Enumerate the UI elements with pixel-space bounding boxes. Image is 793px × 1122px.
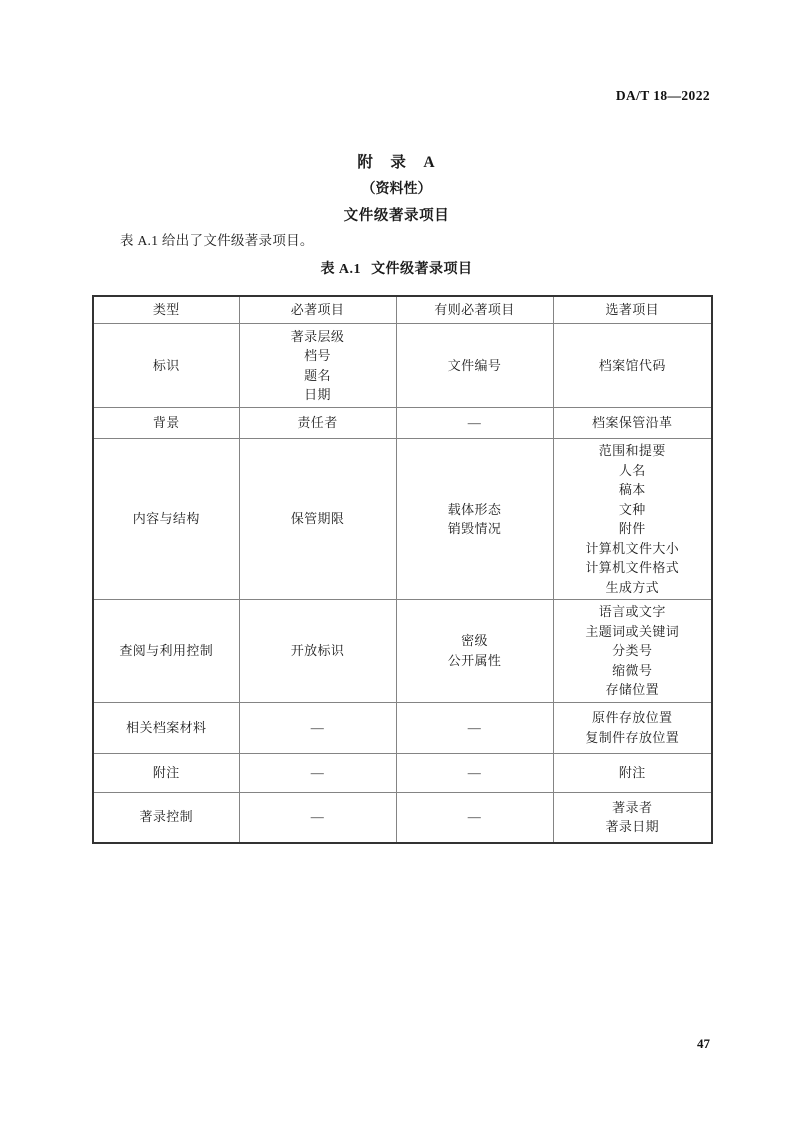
cell-line: 分类号 (612, 643, 653, 658)
cell-line: 缩微号 (612, 662, 653, 678)
cell-line: 复制件存放位置 (585, 729, 680, 745)
cell-line: — (467, 809, 482, 825)
cell-line: 计算机文件格式 (585, 560, 680, 575)
cell-line: — (467, 764, 482, 780)
cell-conditional (396, 753, 553, 792)
cell-line: 文件编号 (447, 357, 502, 373)
cell-optional (553, 439, 712, 600)
table-row (93, 753, 712, 792)
cell-line: 销毁情况 (447, 521, 502, 536)
cell-line: — (310, 764, 325, 780)
cell-conditional (396, 324, 553, 408)
cell-line: 载体形态 (447, 501, 502, 517)
cell-line: — (310, 809, 325, 825)
cell-line: 著录层级 (290, 328, 345, 344)
cell-line: — (310, 719, 325, 735)
cell-mandatory (239, 600, 396, 703)
descriptive-items-table (92, 295, 713, 844)
cell-optional (553, 600, 712, 703)
cell-conditional (396, 792, 553, 843)
cell-mandatory (239, 702, 396, 753)
column-header-mandatory: 必著项目 (239, 296, 396, 324)
cell-type: 相关档案材料 (93, 702, 239, 753)
cell-line: 档案馆代码 (598, 357, 666, 373)
table-row (93, 439, 712, 600)
cell-mandatory (239, 792, 396, 843)
cell-conditional (396, 408, 553, 439)
cell-line: 稿本 (618, 482, 646, 497)
table-row (93, 702, 712, 753)
intro-paragraph: 表 A.1 给出了文件级著录项目。 (120, 233, 314, 248)
cell-mandatory (239, 439, 396, 600)
table-caption (0, 258, 793, 278)
cell-line: 主题词或关键词 (585, 623, 680, 639)
annex-label: 附 录 A (357, 154, 436, 171)
cell-line: 保管期限 (290, 511, 345, 527)
cell-line: 责任者 (297, 415, 338, 431)
page-header-standard-code: DA/T 18—2022 (615, 88, 710, 103)
table-caption-number: 表 A.1 (320, 262, 362, 277)
column-header-optional: 选著项目 (553, 296, 712, 324)
column-header-type: 类型 (93, 296, 239, 324)
cell-optional (553, 702, 712, 753)
cell-type: 标识 (93, 324, 239, 408)
cell-line: 档号 (304, 348, 331, 363)
cell-mandatory (239, 324, 396, 408)
cell-line: 档案保管沿革 (592, 415, 673, 431)
cell-optional (553, 753, 712, 792)
annex-nature: （资料性） (361, 182, 432, 197)
cell-line: 附件 (618, 521, 646, 536)
cell-line: 范围和提要 (598, 443, 666, 458)
annex-heading-block (0, 150, 793, 229)
cell-line: 语言或文字 (598, 604, 666, 619)
annex-title: 文件级著录项目 (343, 208, 450, 224)
cell-line: — (467, 719, 482, 735)
column-header-conditional: 有则必著项目 (396, 296, 553, 324)
cell-optional (553, 792, 712, 843)
cell-conditional (396, 439, 553, 600)
table-caption-title: 文件级著录项目 (371, 262, 473, 277)
cell-conditional (396, 702, 553, 753)
cell-line: 人名 (618, 462, 646, 478)
cell-optional (553, 324, 712, 408)
cell-type: 内容与结构 (93, 439, 239, 600)
cell-line: 密级 (461, 633, 488, 649)
cell-line: 文种 (618, 501, 646, 517)
cell-line: 公开属性 (447, 652, 502, 668)
cell-line: 著录日期 (605, 819, 660, 834)
table-row (93, 408, 712, 439)
cell-type: 著录控制 (93, 792, 239, 843)
cell-type: 背景 (93, 408, 239, 439)
table-row (93, 600, 712, 703)
cell-line: 附注 (618, 764, 646, 780)
cell-line: 原件存放位置 (592, 710, 673, 725)
cell-line: 存储位置 (605, 682, 660, 697)
table-header-row (93, 296, 712, 324)
table-row (93, 792, 712, 843)
descriptive-items-table-wrapper (92, 295, 711, 844)
cell-line: 日期 (304, 387, 331, 402)
cell-line: 题名 (304, 367, 331, 383)
table-row (93, 324, 712, 408)
cell-type: 附注 (93, 753, 239, 792)
cell-line: 生成方式 (605, 579, 660, 595)
cell-mandatory (239, 408, 396, 439)
cell-optional (553, 408, 712, 439)
cell-line: 开放标识 (290, 643, 345, 658)
cell-line: — (467, 415, 482, 431)
cell-type: 查阅与利用控制 (93, 600, 239, 703)
cell-line: 计算机文件大小 (585, 540, 680, 556)
cell-mandatory (239, 753, 396, 792)
page-number: 47 (697, 1036, 710, 1051)
cell-conditional (396, 600, 553, 703)
cell-line: 著录者 (612, 799, 653, 815)
